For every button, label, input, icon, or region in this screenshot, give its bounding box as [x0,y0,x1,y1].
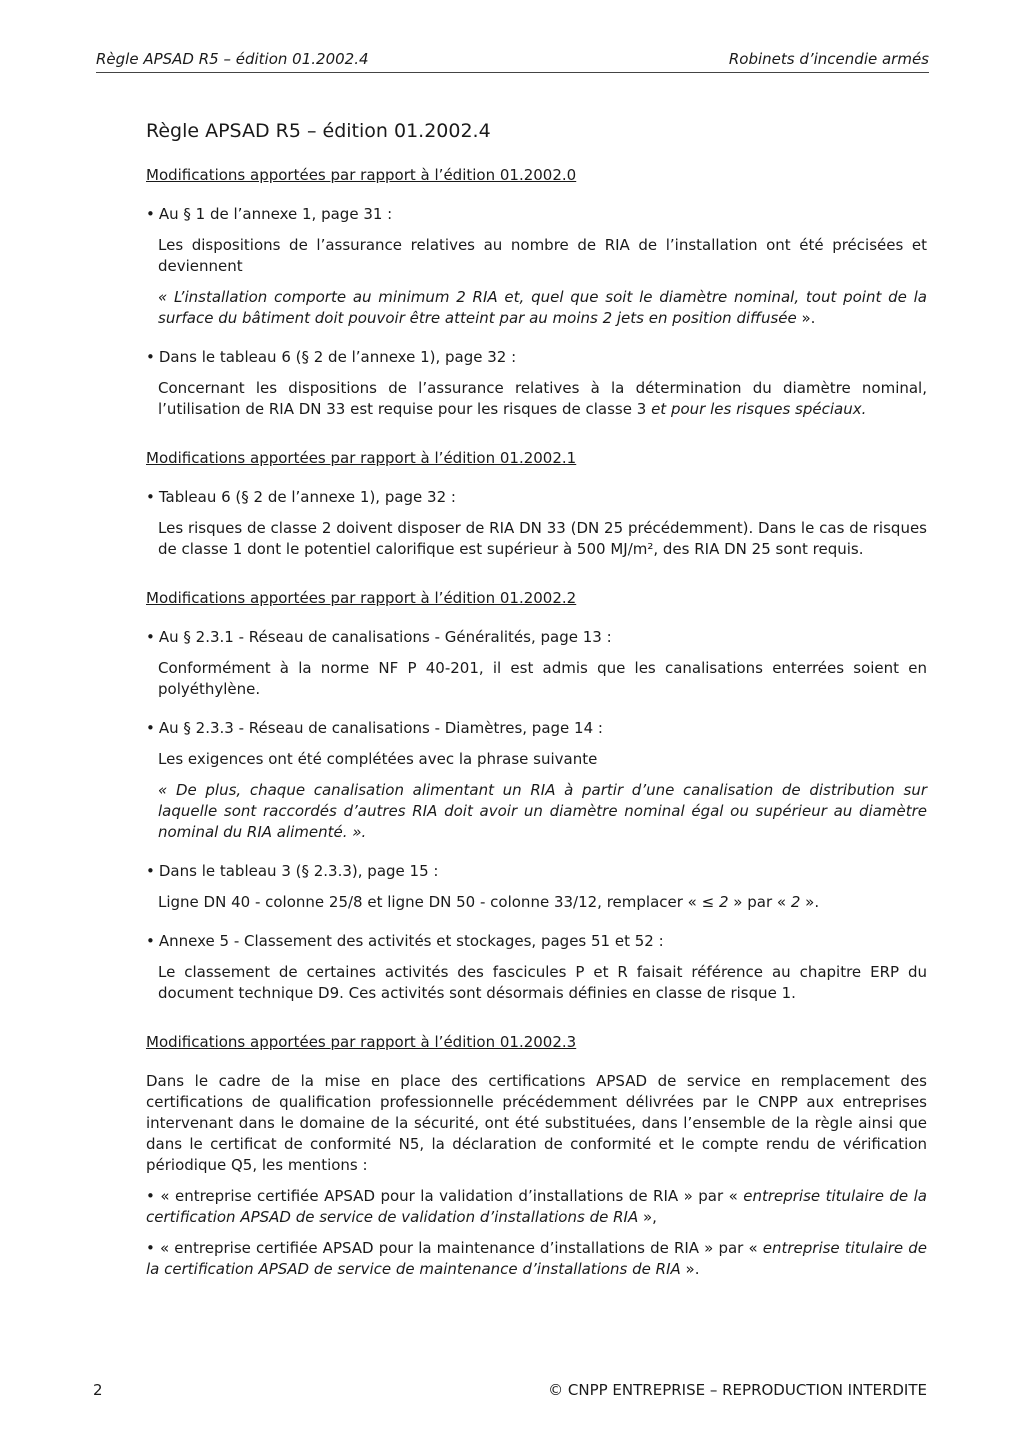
bullet-item [146,718,927,739]
list-item [146,1238,927,1280]
text-part: « entreprise certifiée APSAD pour la maintenance d’installations de RIA » par « [159,1239,763,1257]
bullet-icon: • [146,1187,155,1205]
document-title: Règle APSAD R5 – édition 01.2002.4 [146,120,491,142]
bullet-icon: • [146,628,155,646]
bullet-label: Au § 2.3.1 - Réseau de canalisations - Généralités, page 13 : [158,628,612,646]
bullet-icon: • [146,348,155,366]
copyright-notice: © CNPP ENTREPRISE – REPRODUCTION INTERDITE [548,1381,927,1399]
bullet-icon: • [146,932,155,950]
text-part: ». [800,893,820,911]
page-content [146,118,927,1290]
bullet-icon: • [146,205,155,223]
text-part: » par « [728,893,791,911]
text-italic: 2 [790,893,801,911]
bullet-quote [146,287,927,329]
bullet-text: Les exigences ont été complétées avec la phrase suivante [158,750,598,768]
bullet-item [146,931,927,952]
paragraph: Dans le cadre de la mise en place des certifications APSAD de service en remplacement des certifications de qualification professionnelle précédemment délivrées par le CNPP aux entreprises intervenant dans le domaine de la sécurité, ont été substituées, dans l’ensemble de la règle ainsi que dans le certificat de conformité N5, la déclaration de conformité et le compte rendu de vérification périodique Q5, les mentions : [146,1072,927,1174]
bullet-label: Dans le tableau 3 (§ 2.3.3), page 15 : [158,862,439,880]
page-header [96,50,929,73]
list-item [146,1186,927,1228]
section-title: Modifications apportées par rapport à l’édition 01.2002.2 [146,589,577,607]
header-right: Robinets d’incendie armés [728,50,929,68]
bullet-text: Les risques de classe 2 doivent disposer de RIA DN 33 (DN 25 précédemment). Dans le cas de risques de classe 1 dont le potentiel calorifique est supérieur à 500 MJ/m², des RIA DN 25 sont requis. [158,519,927,558]
section-title: Modifications apportées par rapport à l’édition 01.2002.0 [146,166,577,184]
bullet-item [146,204,927,225]
text-italic: ≤ 2 [701,893,729,911]
quote-text: « L’installation comporte au minimum 2 RIA et, quel que soit le diamètre nominal, tout point de la surface du bâtiment doit pouvoir être atteint par au moins 2 jets en position diffusée [158,288,927,327]
bullet-label: Dans le tableau 6 (§ 2 de l’annexe 1), page 32 : [158,348,517,366]
header-left: Règle APSAD R5 – édition 01.2002.4 [96,50,369,68]
bullet-text: Le classement de certaines activités des fascicules P et R faisait référence au chapitre ERP du document technique D9. Ces activités sont désormais définies en classe de risque 1. [158,963,927,1002]
bullet-label: Tableau 6 (§ 2 de l’annexe 1), page 32 : [158,488,456,506]
bullet-label: Au § 1 de l’annexe 1, page 31 : [158,205,393,223]
bullet-quote: « De plus, chaque canalisation alimentant un RIA à partir d’une canalisation de distribution sur laquelle sont raccordés d’autres RIA doit avoir un diamètre nominal égal ou supérieur au diamètre nominal du RIA alimenté. ». [158,781,927,841]
section-title: Modifications apportées par rapport à l’édition 01.2002.1 [146,449,577,467]
text-italic: entreprise titulaire de la certification APSAD de service de validation d’installations de RIA [146,1187,927,1226]
bullet-icon: • [146,862,155,880]
page-number: 2 [93,1381,103,1399]
bullet-item [146,627,927,648]
bullet-label: Au § 2.3.3 - Réseau de canalisations - Diamètres, page 14 : [158,719,603,737]
bullet-item [146,861,927,882]
bullet-icon: • [146,719,155,737]
text-italic: entreprise titulaire de la certification APSAD de service de maintenance d’installations de RIA [146,1239,927,1278]
text-part: ». [680,1260,700,1278]
bullet-text: Les dispositions de l’assurance relatives au nombre de RIA de l’installation ont été précisées et deviennent [158,236,927,275]
text-part: Concernant les dispositions de l’assurance relatives à la détermination du diamètre nominal, l’utilisation de RIA DN 33 est requise pour les risques de classe 3 [158,379,927,418]
bullet-item [146,347,927,368]
bullet-text [146,892,927,913]
bullet-icon: • [146,488,155,506]
bullet-text: Conformément à la norme NF P 40-201, il est admis que les canalisations enterrées soient en polyéthylène. [158,659,927,698]
text-part: « entreprise certifiée APSAD pour la validation d’installations de RIA » par « [160,1187,744,1205]
section-title: Modifications apportées par rapport à l’édition 01.2002.3 [146,1033,577,1051]
bullet-icon: • [146,1239,155,1257]
bullet-item [146,487,927,508]
bullet-label: Annexe 5 - Classement des activités et stockages, pages 51 et 52 : [158,932,664,950]
text-part: Ligne DN 40 - colonne 25/8 et ligne DN 50 - colonne 33/12, remplacer « [158,893,702,911]
text-part: », [638,1208,657,1226]
text-italic: et pour les risques spéciaux. [646,400,867,418]
bullet-text [146,378,927,420]
quote-end: ». [796,309,816,327]
